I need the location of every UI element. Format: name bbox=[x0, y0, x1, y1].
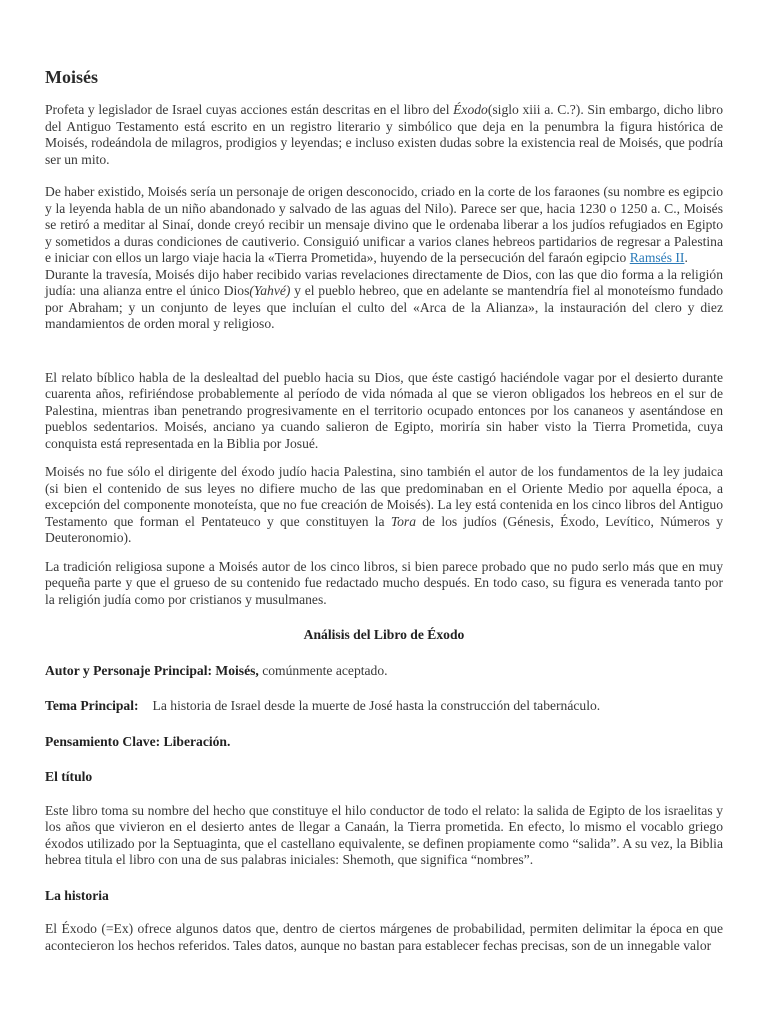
italic-book-name: Éxodo bbox=[453, 102, 488, 117]
document-page bbox=[45, 0, 723, 954]
italic-yahve: (Yahvé) bbox=[249, 283, 291, 298]
paragraph-historia: El Éxodo (=Ex) ofrece algunos datos que, dentro de ciertos márgenes de probabilidad, permiten delimitar la época en que acontecieron los hechos referidos. Tales datos, aunque no bastan para establecer fechas precisas, son de un innegable valor bbox=[45, 921, 723, 953]
paragraph-text: de los judíos (Génesis, Éxodo, Levítico, Números y Deuteronomio). bbox=[45, 513, 723, 545]
tema-text: La historia de Israel desde la muerte de José hasta la construcción del tabernáculo. bbox=[152, 698, 601, 713]
autor-text: comúnmente aceptado. bbox=[258, 662, 388, 678]
paragraph-ley bbox=[45, 464, 723, 547]
paragraph-text: (siglo xiii a. C.?). Sin embargo, dicho libro del Antiguo Testamento está escrito en un registro literario y simbólico que deja en la penumbra la figura histórica de Moisés, rodeándola de milagros, prodigios y leyendas; e incluso existen dudas sobre la existencia real de Moisés, que podría ser un mito. bbox=[45, 102, 723, 167]
paragraph-tradicion: La tradición religiosa supone a Moisés autor de los cinco libros, si bien parece probado que no pudo serlo más que en muy pequeña parte y que el grueso de su contenido fue redactado mucho después. En todo caso, su figura es venerada tanto por la religión judía como por cristianos y musulmanes. bbox=[45, 558, 723, 607]
autor-label: Autor y Personaje Principal: Moisés, bbox=[45, 662, 259, 678]
ramses-link[interactable]: Ramsés II bbox=[629, 250, 685, 265]
paragraph-text: . bbox=[684, 250, 688, 265]
page-title: Moisés bbox=[45, 67, 98, 87]
paragraph-travesia bbox=[45, 267, 723, 333]
paragraph-text: Durante la travesía, Moisés dijo haber recibido varias revelaciones directamente de Dios, con las que dio forma a la religión judía: una alianza entre el único Dios bbox=[45, 266, 723, 298]
paragraph-text: Profeta y legislador de Israel cuyas acciones están descritas en el libro del bbox=[45, 102, 454, 117]
paragraph-text: Moisés no fue sólo el dirigente del éxodo judío hacia Palestina, sino también el autor de los fundamentos de la ley judaica (si bien el contenido de sus leyes no difiere mucho de las que predominaban en el Oriente Medio por aquella época, a excepción del componente monoteísta, que no fue creación de Moisés). La ley está contenida en los cinco libros del Antiguo Testamento que forman el Pentateuco y que constituyen la bbox=[45, 464, 723, 529]
analysis-title: Análisis del Libro de Éxodo bbox=[303, 627, 465, 642]
paragraph-origin bbox=[45, 184, 723, 267]
heading-el-titulo: El título bbox=[45, 769, 93, 784]
tema-label: Tema Principal: bbox=[45, 698, 139, 713]
paragraph-intro bbox=[45, 102, 723, 168]
paragraph-titulo: Este libro toma su nombre del hecho que constituye el hilo conductor de todo el relato: la salida de Egipto de los israelitas y los años que vivieron en el desierto antes de llegar a Canaán, la Tierra prometida. En efecto, lo mismo el vocablo griego éxodos utilizado por la Septuaginta, que el castellano equivalente, se definen propiamente como “salida”. A su vez, la Biblia hebrea titula el libro con una de sus palabras iniciales: Shemoth, que significa “nombres”. bbox=[45, 802, 723, 867]
pensamiento-clave: Pensamiento Clave: Liberación. bbox=[45, 733, 231, 749]
paragraph-relato: El relato bíblico habla de la deslealtad del pueblo hacia su Dios, que éste castigó haciéndole vagar por el desierto durante cuarenta años, refiriéndose probablemente al período de vida nómada al que se vieron obligados los hebreos en el sur de Palestina, mientras iban penetrando progresivamente en el territorio ocupado entonces por los cananeos y asentándose en pueblos sedentarios. Moisés, anciano ya cuando salieron de Egipto, moriría sin haber visto la Tierra Prometida, cuya conquista está representada en la Biblia por Josué. bbox=[45, 369, 723, 451]
tema-line bbox=[45, 698, 723, 715]
paragraph-text: y el pueblo hebreo, que en adelante se mantendría fiel al monoteísmo fundado por Abraham; y un conjunto de leyes que incluían el culto del «Arca de la Alianza», la instauración del clero y diez mandamientos de orden moral y religioso. bbox=[45, 283, 723, 331]
autor-line bbox=[45, 663, 723, 680]
paragraph-text: De haber existido, Moisés sería un personaje de origen desconocido, criado en la corte de los faraones (su nombre es egipcio y la leyenda habla de un niño abandonado y salvado de las aguas del Nilo). Parece ser que, hacia 1230 o 1250 a. C., Moisés se retiró a meditar al Sinaí, donde creyó recibir un mensaje divino que le ordenaba liberar a los judíos refugiados en Egipto y sometidos a duras condiciones de cautiverio. Consiguió unificar a varios clanes hebreos partidarios de regresar a Palestina e iniciar con ellos un largo viaje hacia la «Tierra Prometida», huyendo de la persecución del faraón egipcio bbox=[45, 184, 723, 265]
heading-la-historia: La historia bbox=[45, 887, 109, 903]
italic-tora: Tora bbox=[390, 513, 417, 529]
